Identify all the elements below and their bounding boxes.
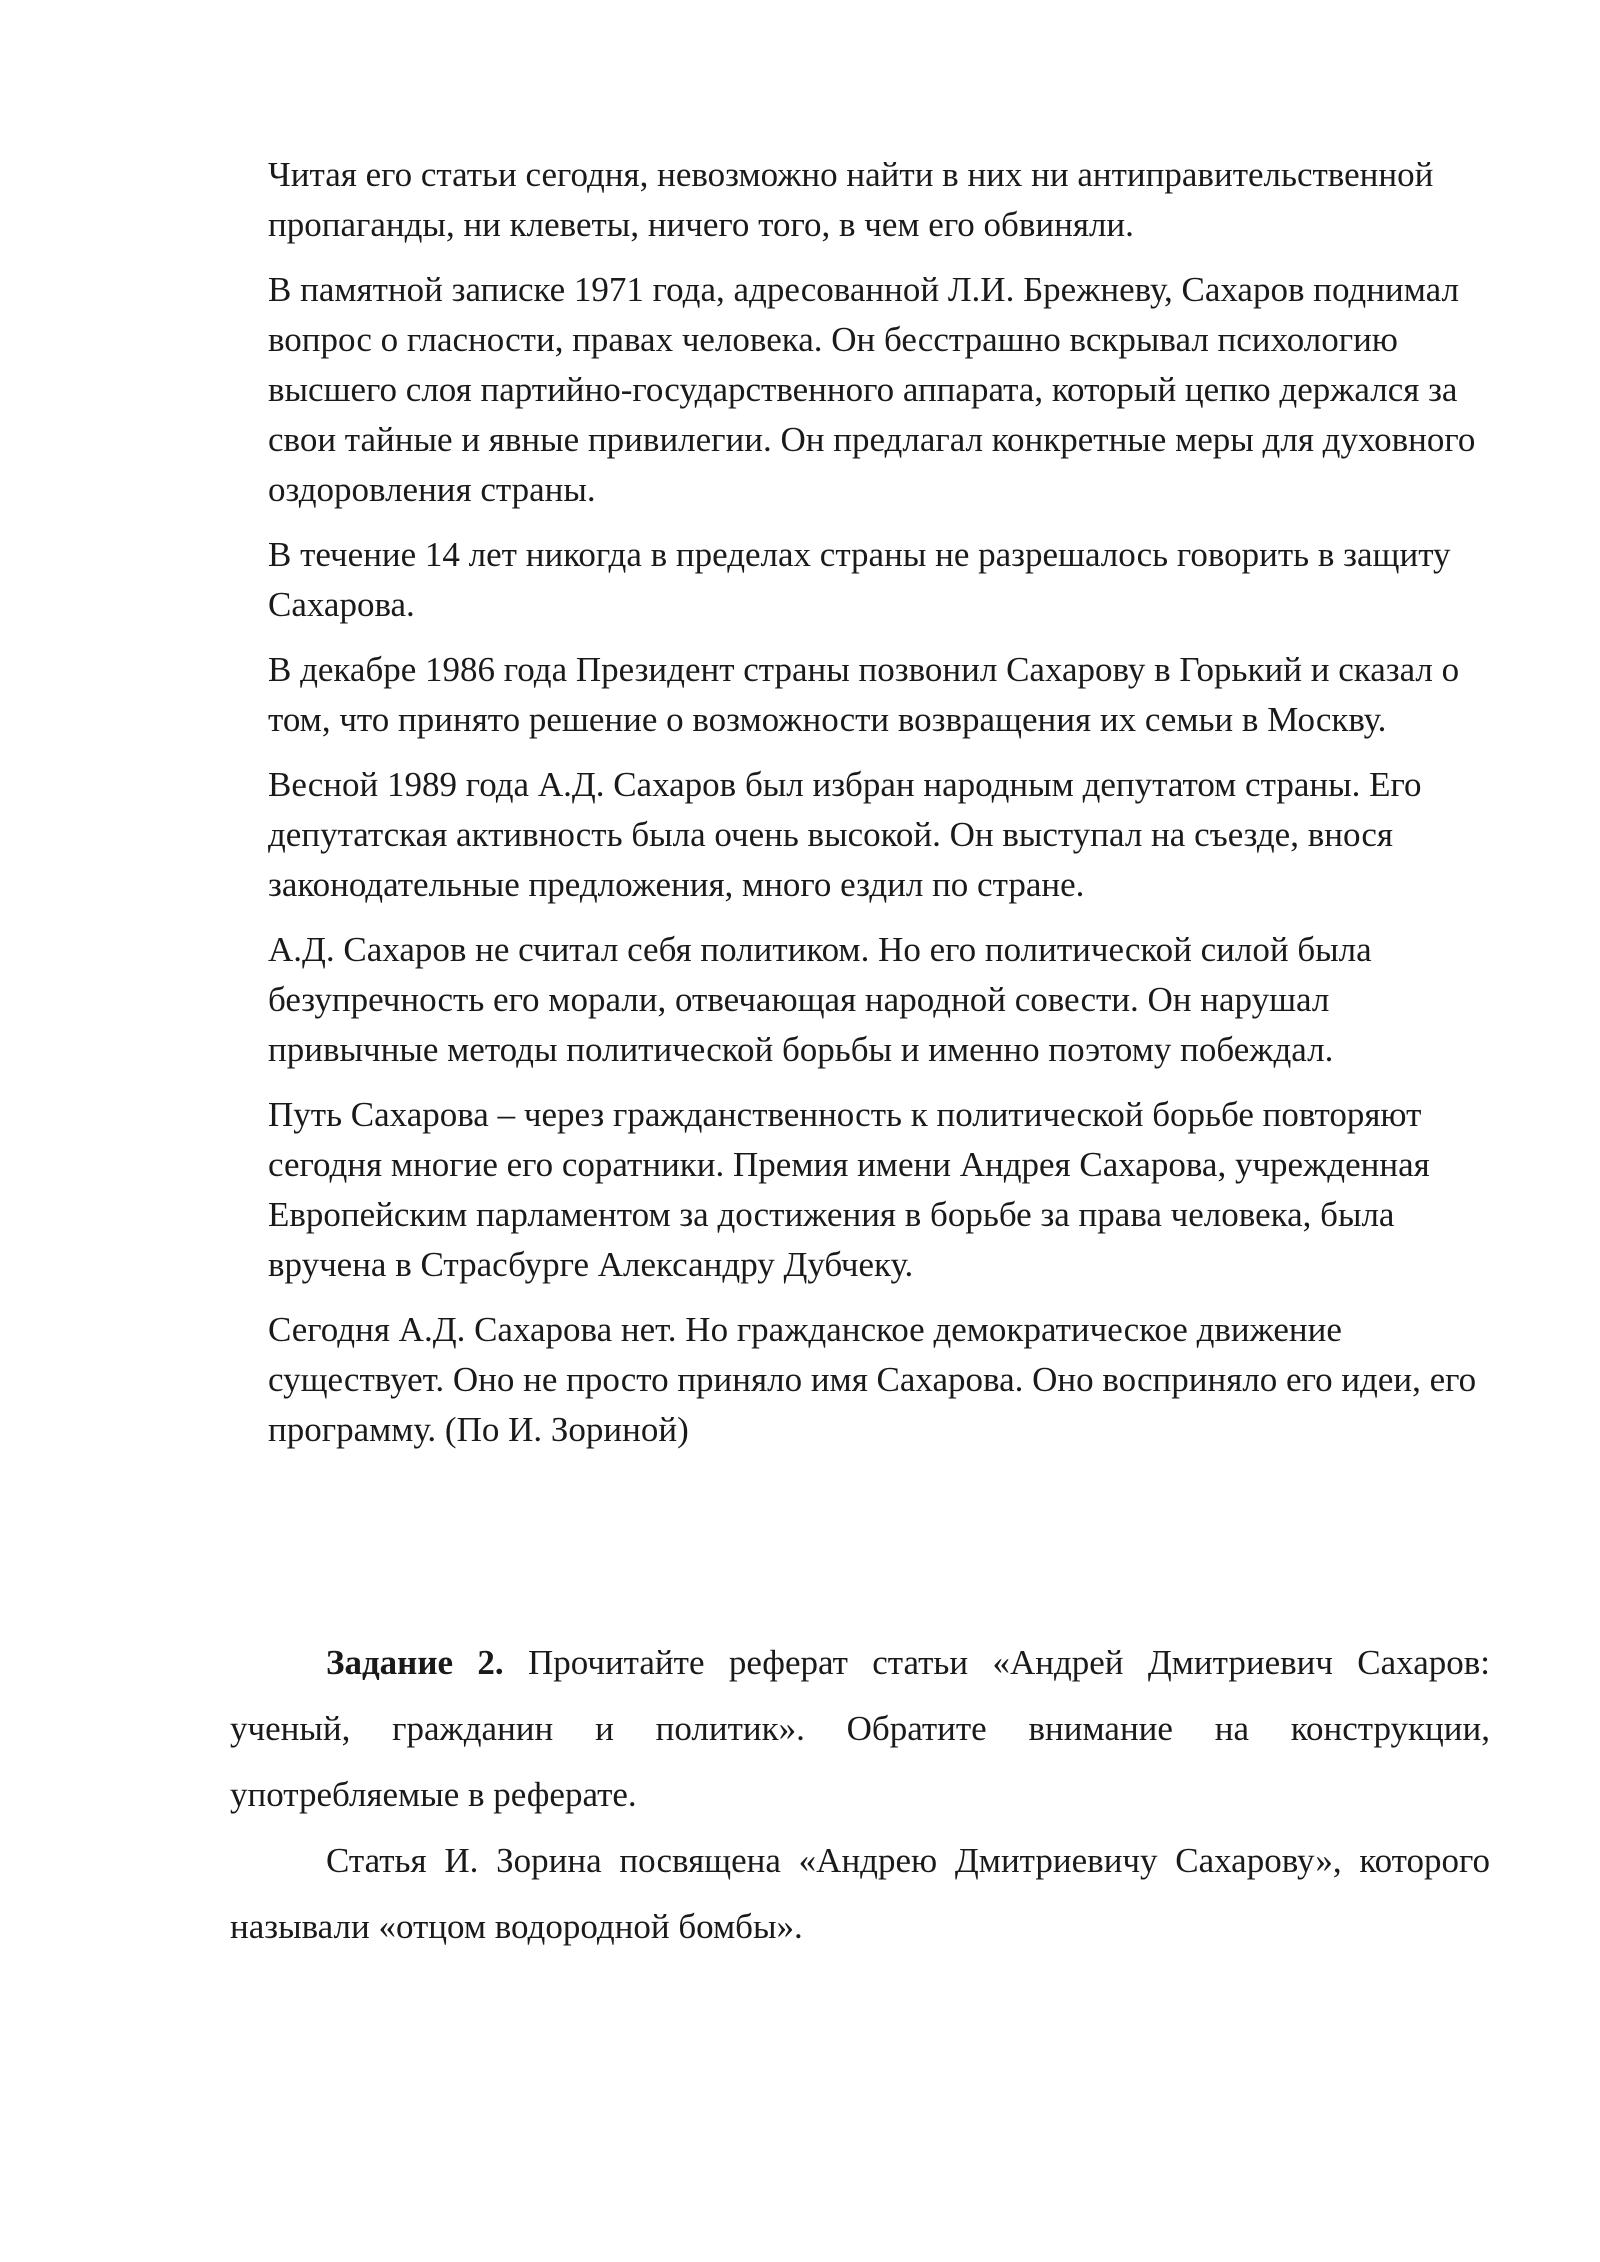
quote-paragraph-2: В памятной записке 1971 года, адресованной Л.И. Брежневу, Сахаров поднимал вопрос о гласности, правах человека. Он бесстрашно вскрывал психологию высшего слоя партийно-государственного аппарата, который цепко держался за свои тайные и явные привилегии. Он предлагал конкретные меры для духовного оздоровления страны. bbox=[268, 270, 1476, 509]
quote-paragraph-8: Сегодня А.Д. Сахарова нет. Но гражданское демократическое движение существует. Оно не просто приняло имя Сахарова. Оно восприняло его идеи, его программу. (По И. Зориной) bbox=[268, 1310, 1477, 1449]
task-label: Задание 2. bbox=[326, 1643, 504, 1682]
quote-paragraph-3: В течение 14 лет никогда в пределах страны не разрешалось говорить в защиту Сахарова. bbox=[268, 535, 1451, 624]
summary-paragraph: Статья И. Зорина посвящена «Андрею Дмитриевичу Сахарову», которого называли «отцом водородной бомбы». bbox=[230, 1841, 1490, 1946]
task-block bbox=[230, 1630, 1490, 1960]
quote-paragraph-4: В декабре 1986 года Президент страны позвонил Сахарову в Горький и сказал о том, что принято решение о возможности возвращения их семьи в Москву. bbox=[268, 650, 1460, 739]
quote-paragraph-5: Весной 1989 года А.Д. Сахаров был избран народным депутатом страны. Его депутатская активность была очень высокой. Он выступал на съезде, внося законодательные предложения, много ездил по стране. bbox=[268, 765, 1422, 904]
task-text: Прочитайте реферат статьи «Андрей Дмитриевич Сахаров: ученый, гражданин и политик». Обратите внимание на конструкции, употребляемые в реферате. bbox=[230, 1643, 1490, 1814]
task-paragraph bbox=[230, 1630, 1490, 1828]
quoted-text-block bbox=[268, 150, 1498, 1470]
quote-paragraph-1: Читая его статьи сегодня, невозможно найти в них ни антиправительственной пропаганды, ни клеветы, ничего того, в чем его обвиняли. bbox=[268, 155, 1434, 244]
quote-paragraph-6: А.Д. Сахаров не считал себя политиком. Но его политической силой была безупречность его морали, отвечающая народной совести. Он нарушал привычные методы политической борьбы и именно поэтому побеждал. bbox=[268, 930, 1372, 1069]
quote-paragraph-7: Путь Сахарова – через гражданственность к политической борьбе повторяют сегодня многие его соратники. Премия имени Андрея Сахарова, учрежденная Европейским парламентом за достижения в борьбе за права человека, была вручена в Страсбурге Александру Дубчеку. bbox=[268, 1095, 1430, 1284]
